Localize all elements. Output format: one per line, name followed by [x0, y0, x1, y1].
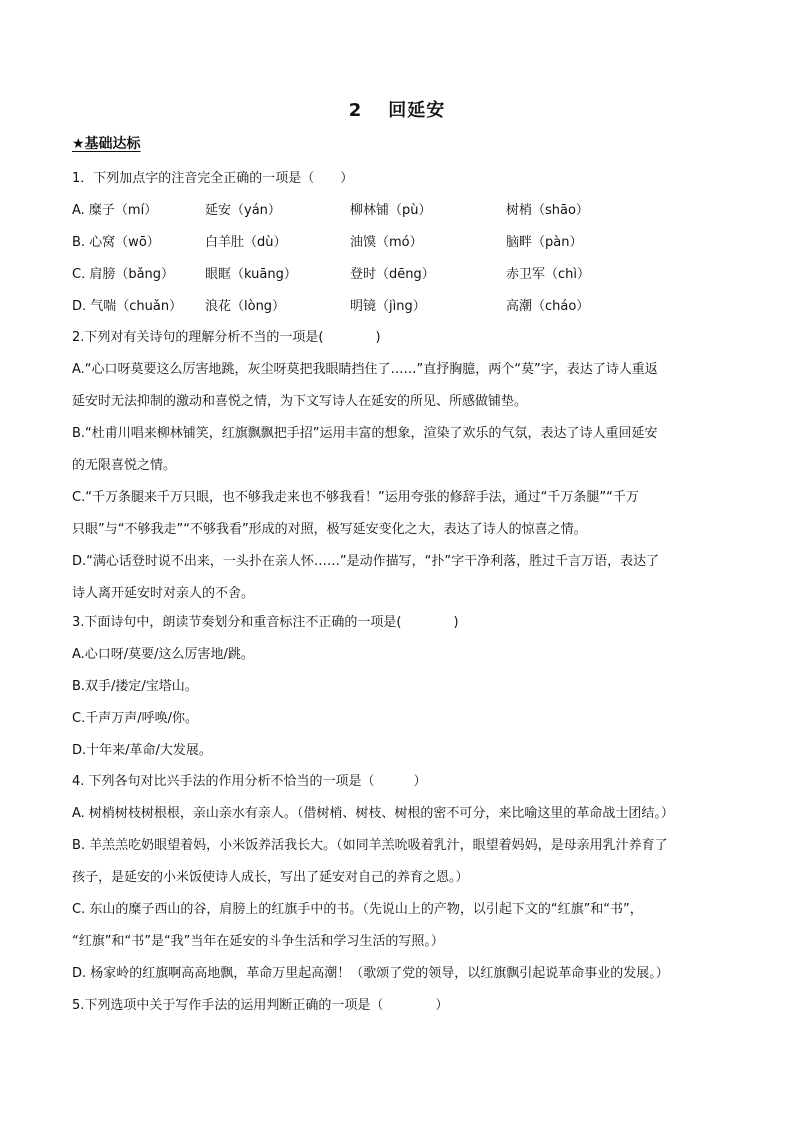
question-4-option-d: D. 杨家岭的红旗啊高高地飘，革命万里起高潮！（歌颂了党的领导，以红旗飘引起说革命事业的发展。）	[72, 966, 669, 981]
question-2-option-c-cont: 只眼”与“不够我走”“不够我看”形成的对照，极写延安变化之大，表达了诗人的惊喜之情。	[72, 522, 587, 537]
question-4	[72, 766, 724, 990]
question-4-option-a: A. 树梢树枝树根根，亲山亲水有亲人。（借树梢、树枝、树根的密不可分，来比喻这里的革命战士团结。）	[72, 806, 674, 821]
lesson-number: 2	[348, 100, 363, 121]
option-row	[72, 291, 724, 323]
option-cell: 浪花（lòng）	[205, 299, 286, 314]
option-cell: 高潮（cháo）	[506, 299, 590, 314]
question-2-option-b-cont: 的无限喜悦之情。	[72, 458, 177, 473]
question-4-option-b: B. 羊羔羔吃奶眼望着妈，小米饭养活我长大。（如同羊羔吮吸着乳汁，眼望着妈妈，是母亲用乳汁养育了	[72, 838, 668, 853]
question-3-option-b: B.双手/搂定/宝塔山。	[72, 679, 198, 694]
option-row	[72, 227, 724, 259]
question-4-option-c: C. 东山的糜子西山的谷，肩膀上的红旗手中的书。（先说山上的产物，以引起下文的“红旗”和“书”，	[72, 902, 643, 917]
question-2-option-d-cont: 诗人离开延安时对亲人的不舍。	[72, 586, 255, 601]
question-4-stem: 4. 下列各句对比兴手法的作用分析不恰当的一项是（ ）	[72, 774, 427, 789]
option-cell: C. 肩膀（bǎng）	[72, 267, 175, 282]
option-row	[72, 195, 724, 227]
option-cell: 赤卫军（chì）	[506, 267, 590, 282]
question-2-stem: 2.下列对有关诗句的理解分析不当的一项是( )	[72, 330, 381, 345]
option-cell: A. 糜子（mí）	[72, 203, 158, 218]
option-cell: 登时（dēng）	[350, 267, 435, 282]
option-cell: 树梢（shāo）	[506, 203, 589, 218]
question-1-stem: 1．下列加点字的注音完全正确的一项是（ ）	[72, 171, 354, 186]
question-3-option-a: A.心口呀/莫要/这么厉害地/跳。	[72, 647, 254, 662]
lesson-title	[0, 96, 794, 122]
question-1-options	[72, 195, 724, 323]
option-cell: 眼眶（kuāng）	[205, 267, 297, 282]
question-2	[72, 322, 724, 610]
question-2-option-a: A.“心口呀莫要这么厉害地跳，灰尘呀莫把我眼睛挡住了……”直抒胸臆，两个“莫”字，表达了诗人重返	[72, 362, 658, 377]
question-5-stem: 5.下列选项中关于写作手法的运用判断正确的一项是（ ）	[72, 998, 449, 1013]
question-4-option-c-cont: “红旗”和“书”是“我”当年在延安的斗争生活和学习生活的写照。）	[72, 934, 444, 949]
question-5	[72, 990, 724, 1022]
option-cell: 脑畔（pàn）	[506, 235, 583, 250]
question-3-stem: 3.下面诗句中，朗读节奏划分和重音标注不正确的一项是( )	[72, 615, 459, 630]
option-cell: 油馍（mó）	[350, 235, 423, 250]
option-cell: 延安（yán）	[205, 203, 281, 218]
option-cell: D. 气喘（chuǎn）	[72, 299, 183, 314]
option-cell: 白羊肚（dù）	[205, 235, 287, 250]
option-cell: B. 心窝（wō）	[72, 235, 160, 250]
question-2-option-d: D.“满心话登时说不出来，一头扑在亲人怀……”是动作描写，“扑”字干净利落，胜过千言万语，表达了	[72, 554, 660, 569]
question-2-option-c: C.“千万条腿来千万只眼，也不够我走来也不够我看！”运用夸张的修辞手法，通过“千万条腿”“千万	[72, 490, 639, 505]
question-2-option-a-cont: 延安时无法抑制的激动和喜悦之情，为下文写诗人在延安的所见、所感做铺垫。	[72, 394, 528, 409]
section-heading: ★基础达标	[72, 136, 141, 152]
question-3	[72, 607, 724, 767]
lesson-name: 回延安	[388, 100, 446, 121]
question-3-option-d: D.十年来/革命/大发展。	[72, 743, 212, 758]
option-cell: 柳林铺（pù）	[350, 203, 432, 218]
question-4-option-b-cont: 孩子，是延安的小米饭使诗人成长，写出了延安对自己的养育之恩。）	[72, 870, 469, 885]
option-row	[72, 259, 724, 291]
question-2-option-b: B.“杜甫川唱来柳林铺笑，红旗飘飘把手招”运用丰富的想象，渲染了欢乐的气氛，表达了诗人重回延安	[72, 426, 658, 441]
question-3-option-c: C.千声万声/呼唤/你。	[72, 711, 198, 726]
option-cell: 明镜（jìng）	[350, 299, 426, 314]
